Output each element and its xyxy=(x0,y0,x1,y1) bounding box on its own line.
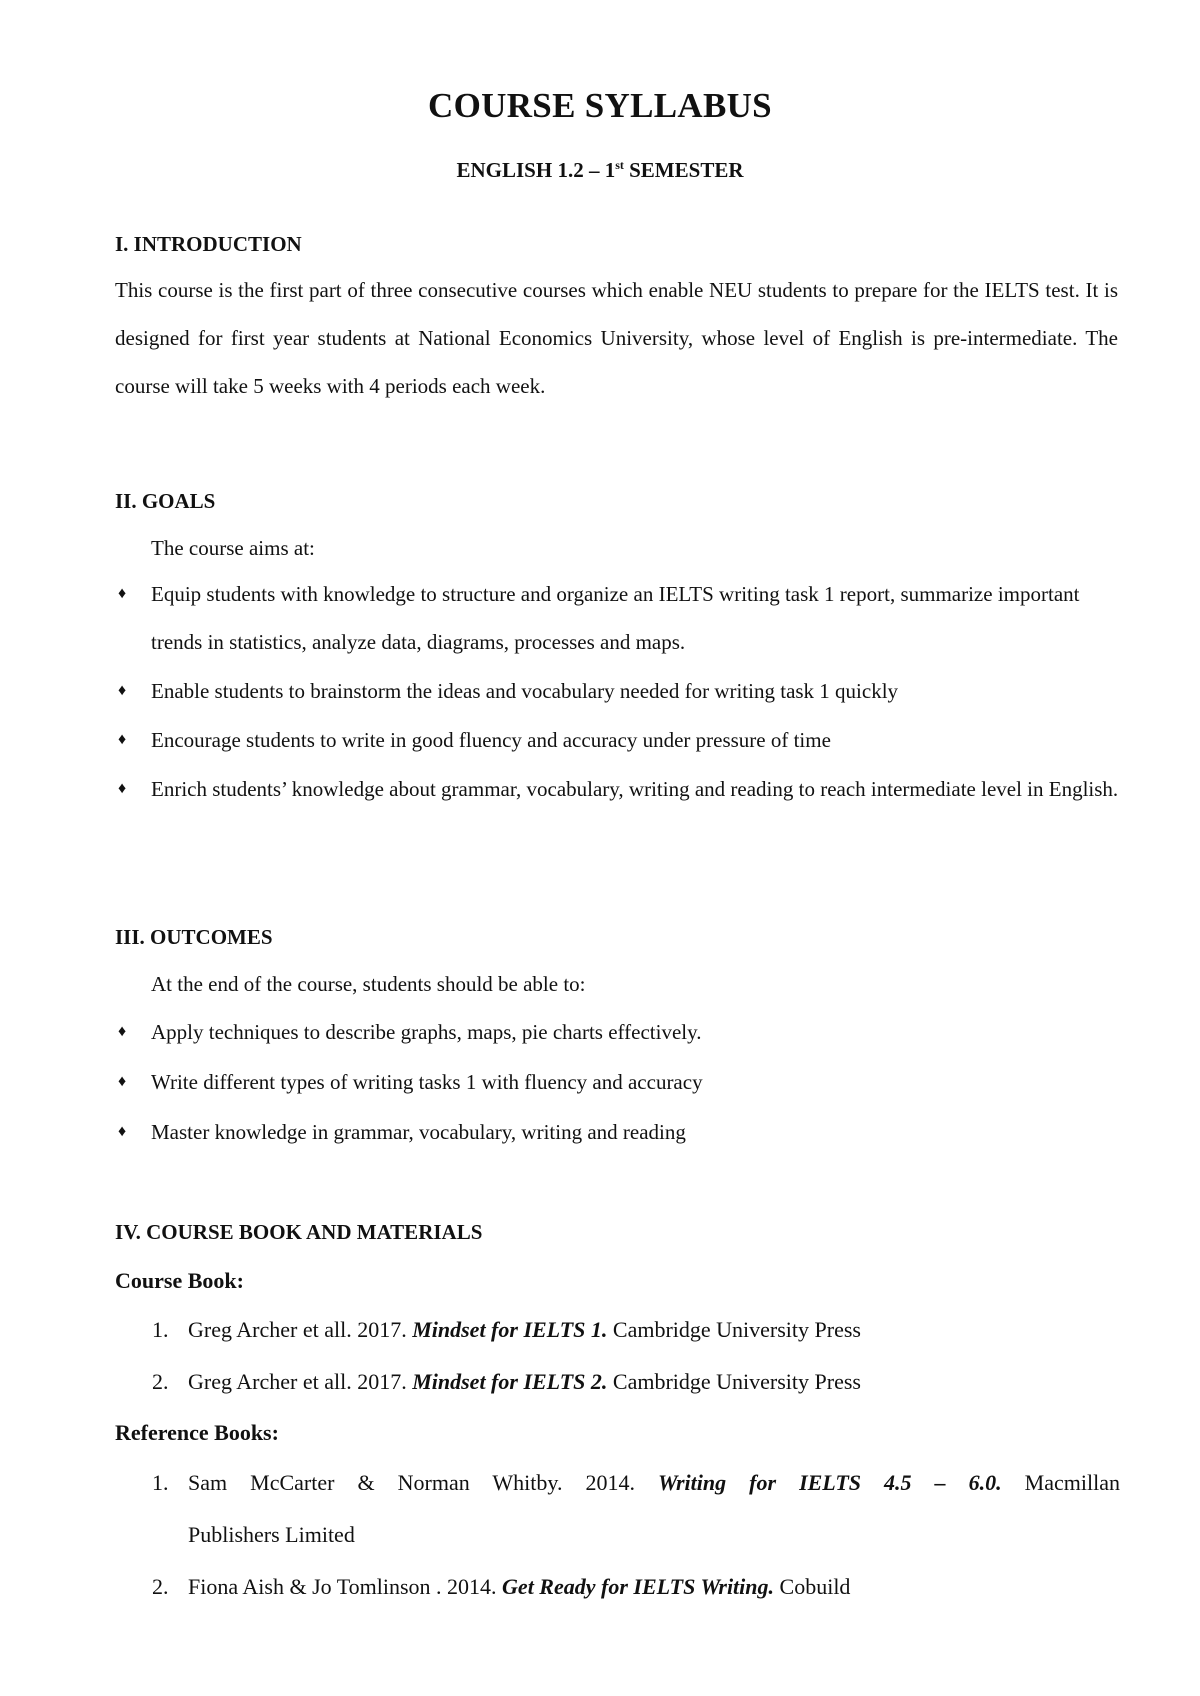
goals-lead-text: The course aims at: xyxy=(151,536,315,560)
course-book-label: Course Book: xyxy=(115,1268,244,1293)
course-book-item: Greg Archer et all. 2017. Mindset for IELTS 2. Cambridge University Press xyxy=(188,1369,861,1394)
section-heading-materials: IV. COURSE BOOK AND MATERIALS xyxy=(115,1220,483,1244)
reference-book-item: Fiona Aish & Jo Tomlinson . 2014. Get Ready for IELTS Writing. Cobuild xyxy=(188,1574,851,1599)
page-title: COURSE SYLLABUS xyxy=(428,86,772,125)
reference-books-label: Reference Books: xyxy=(115,1420,279,1445)
bullet-icon: ♦ xyxy=(118,1023,127,1040)
section-heading-outcomes: III. OUTCOMES xyxy=(115,925,273,949)
outcomes-lead-text: At the end of the course, students should be able to: xyxy=(151,972,586,996)
reference-book-item-continued: Publishers Limited xyxy=(188,1522,355,1547)
bullet-icon: ♦ xyxy=(118,1123,127,1140)
outcomes-item: Write different types of writing tasks 1 with fluency and accuracy xyxy=(151,1070,703,1094)
goals-item: Enable students to brainstorm the ideas and vocabulary needed for writing task 1 quickly xyxy=(151,679,899,703)
bullet-icon: ♦ xyxy=(118,780,127,797)
outcomes-item: Apply techniques to describe graphs, maps, pie charts effectively. xyxy=(151,1020,702,1044)
course-book-item: Greg Archer et all. 2017. Mindset for IELTS 1. Cambridge University Press xyxy=(188,1317,861,1342)
introduction-paragraph: This course is the first part of three consecutive courses which enable NEU students to prepare for the IELTS test. It is designed for first year students at National Economics University, whose level of English is pre-intermediate. The course will take 5 weeks with 4 periods each week. xyxy=(115,278,1118,398)
goals-item: Enrich students’ knowledge about grammar, vocabulary, writing and reading to reach intermediate level in English. xyxy=(151,777,1119,801)
bullet-icon: ♦ xyxy=(118,585,127,602)
bullet-icon: ♦ xyxy=(118,731,127,748)
list-number: 2. xyxy=(152,1369,169,1394)
goals-item: Equip students with knowledge to structure and organize an IELTS writing task 1 report, summarize important trends in statistics, analyze data, diagrams, processes and maps. xyxy=(151,582,1080,654)
section-heading-goals: II. GOALS xyxy=(115,489,216,513)
goals-item: Encourage students to write in good fluency and accuracy under pressure of time xyxy=(151,728,831,752)
bullet-icon: ♦ xyxy=(118,682,127,699)
reference-book-item: Sam McCarter & Norman Whitby. 2014. Writing for IELTS 4.5 – 6.0. Macmillan xyxy=(188,1470,1120,1495)
bullet-icon: ♦ xyxy=(118,1073,127,1090)
section-heading-introduction: I. INTRODUCTION xyxy=(115,232,302,256)
list-number: 1. xyxy=(152,1470,169,1495)
list-number: 2. xyxy=(152,1574,169,1599)
page-subtitle: ENGLISH 1.2 – 1st SEMESTER xyxy=(456,158,744,182)
list-number: 1. xyxy=(152,1317,169,1342)
outcomes-item: Master knowledge in grammar, vocabulary, writing and reading xyxy=(151,1120,686,1144)
